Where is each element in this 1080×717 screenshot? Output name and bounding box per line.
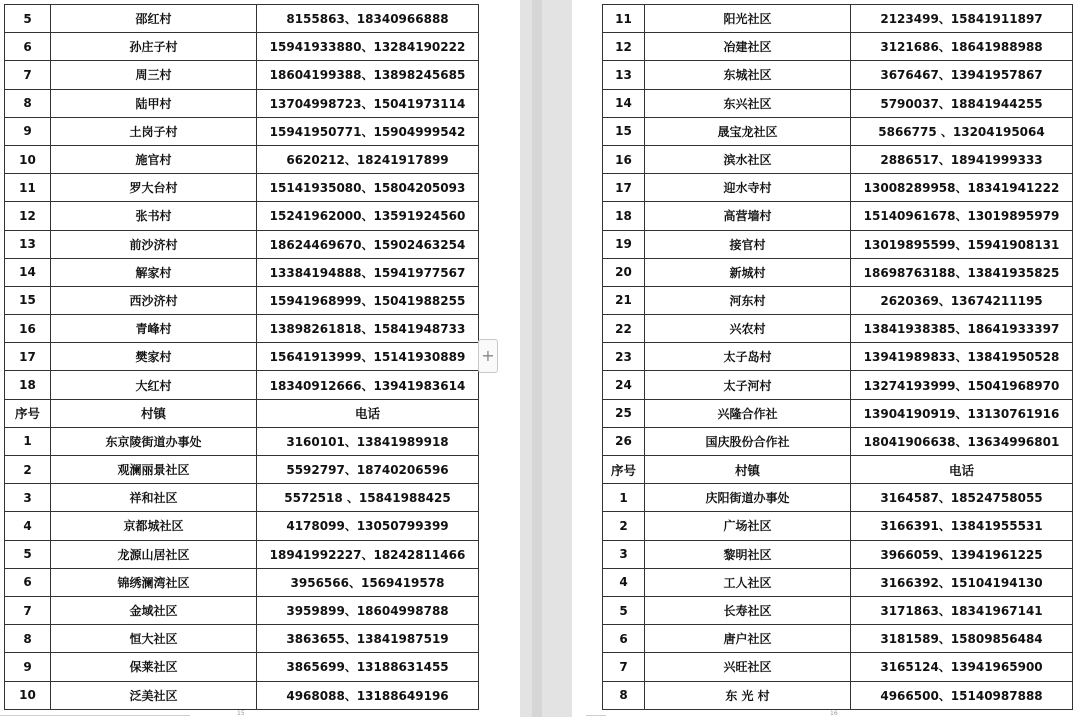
- village-name-cell: 张书村: [51, 202, 257, 230]
- table-row: [603, 596, 1073, 624]
- row-number-cell: 24: [603, 371, 645, 399]
- phone-cell: 15641913999、15141930889: [257, 343, 479, 371]
- phone-cell: 15941933880、13284190222: [257, 33, 479, 61]
- phone-cell: 13384194888、15941977567: [257, 258, 479, 286]
- row-number-cell: 23: [603, 343, 645, 371]
- phone-cell: 3121686、18641988988: [851, 33, 1073, 61]
- table-header-row: [5, 399, 479, 427]
- phone-cell: 3166391、13841955531: [851, 512, 1073, 540]
- row-number-cell: 4: [603, 568, 645, 596]
- phone-cell: 5592797、18740206596: [257, 456, 479, 484]
- phone-cell: 18041906638、13634996801: [851, 427, 1073, 455]
- phone-cell: 5790037、18841944255: [851, 89, 1073, 117]
- table-row: [603, 258, 1073, 286]
- row-number-cell: 20: [603, 258, 645, 286]
- row-number-cell: 16: [603, 145, 645, 173]
- row-number-cell: 17: [603, 174, 645, 202]
- row-number-cell: 7: [5, 596, 51, 624]
- table-row: [603, 653, 1073, 681]
- phone-cell: 2123499、15841911897: [851, 5, 1073, 33]
- table-row: [603, 89, 1073, 117]
- phone-cell: 13008289958、18341941222: [851, 174, 1073, 202]
- phone-cell: 3959899、18604998788: [257, 596, 479, 624]
- row-number-cell: 5: [603, 596, 645, 624]
- header-phone-cell: 电话: [257, 399, 479, 427]
- village-name-cell: 保莱社区: [51, 653, 257, 681]
- table-row: [5, 258, 479, 286]
- village-name-cell: 兴隆合作社: [645, 399, 851, 427]
- table-body-left: [5, 5, 479, 710]
- row-number-cell: 15: [5, 286, 51, 314]
- row-number-cell: 18: [603, 202, 645, 230]
- phone-cell: 4966500、15140987888: [851, 681, 1073, 709]
- phone-cell: 13704998723、15041973114: [257, 89, 479, 117]
- row-number-cell: 12: [603, 33, 645, 61]
- footer-rule: [586, 715, 606, 716]
- village-name-cell: 施官村: [51, 145, 257, 173]
- village-name-cell: 罗大台村: [51, 174, 257, 202]
- table-row: [5, 174, 479, 202]
- table-row: [5, 596, 479, 624]
- row-number-cell: 17: [5, 343, 51, 371]
- phone-cell: 13019895599、15941908131: [851, 230, 1073, 258]
- phone-cell: 3181589、15809856484: [851, 625, 1073, 653]
- village-name-cell: 阳光社区: [645, 5, 851, 33]
- row-number-cell: 3: [5, 484, 51, 512]
- village-name-cell: 邵红村: [51, 5, 257, 33]
- row-number-cell: 26: [603, 427, 645, 455]
- village-name-cell: 东兴社区: [645, 89, 851, 117]
- phone-cell: 5572518 、15841988425: [257, 484, 479, 512]
- village-name-cell: 樊家村: [51, 343, 257, 371]
- table-row: [5, 540, 479, 568]
- table-row: [5, 371, 479, 399]
- table-row: [603, 315, 1073, 343]
- phone-cell: 5866775 、13204195064: [851, 117, 1073, 145]
- footer-rule: [0, 715, 190, 716]
- phone-cell: 3164587、18524758055: [851, 484, 1073, 512]
- phone-cell: 3676467、13941957867: [851, 61, 1073, 89]
- village-name-cell: 长寿社区: [645, 596, 851, 624]
- phone-cell: 13941989833、13841950528: [851, 343, 1073, 371]
- phone-cell: 6620212、18241917899: [257, 145, 479, 173]
- table-row: [5, 286, 479, 314]
- header-village-name-cell: 村镇: [645, 456, 851, 484]
- table-row: [5, 625, 479, 653]
- village-name-cell: 解家村: [51, 258, 257, 286]
- row-number-cell: 5: [5, 540, 51, 568]
- table-row: [603, 399, 1073, 427]
- row-number-cell: 12: [5, 202, 51, 230]
- phone-cell: 4968088、13188649196: [257, 681, 479, 709]
- row-number-cell: 19: [603, 230, 645, 258]
- row-number-cell: 13: [5, 230, 51, 258]
- row-number-cell: 14: [603, 89, 645, 117]
- village-name-cell: 高营墙村: [645, 202, 851, 230]
- row-number-cell: 15: [603, 117, 645, 145]
- village-name-cell: 太子河村: [645, 371, 851, 399]
- phone-cell: 3956566、1569419578: [257, 568, 479, 596]
- phone-cell: 3863655、13841987519: [257, 625, 479, 653]
- village-name-cell: 国庆股份合作社: [645, 427, 851, 455]
- table-row: [603, 286, 1073, 314]
- row-number-cell: 2: [5, 456, 51, 484]
- phone-cell: 18604199388、13898245685: [257, 61, 479, 89]
- phone-cell: 15941968999、15041988255: [257, 286, 479, 314]
- village-name-cell: 周三村: [51, 61, 257, 89]
- phone-cell: 15941950771、15904999542: [257, 117, 479, 145]
- village-name-cell: 庆阳街道办事处: [645, 484, 851, 512]
- header-phone-cell: 电话: [851, 456, 1073, 484]
- row-number-cell: 9: [5, 653, 51, 681]
- village-name-cell: 唐户社区: [645, 625, 851, 653]
- phone-cell: 2886517、18941999333: [851, 145, 1073, 173]
- page-gutter: [520, 0, 572, 717]
- table-row: [603, 568, 1073, 596]
- row-number-cell: 14: [5, 258, 51, 286]
- table-row: [603, 371, 1073, 399]
- row-number-cell: 10: [5, 681, 51, 709]
- village-name-cell: 河东村: [645, 286, 851, 314]
- village-name-cell: 迎水寺村: [645, 174, 851, 202]
- add-content-button[interactable]: [478, 339, 498, 373]
- phone-cell: 8155863、18340966888: [257, 5, 479, 33]
- phone-cell: 13898261818、15841948733: [257, 315, 479, 343]
- row-number-cell: 1: [603, 484, 645, 512]
- document-page-left: [0, 0, 520, 717]
- row-number-cell: 7: [603, 653, 645, 681]
- phone-cell: 3171863、18341967141: [851, 596, 1073, 624]
- plus-icon: +: [481, 346, 495, 365]
- table-row: [603, 230, 1073, 258]
- table-row: [603, 484, 1073, 512]
- phone-cell: 3865699、13188631455: [257, 653, 479, 681]
- table-row: [5, 5, 479, 33]
- table-row: [603, 117, 1073, 145]
- phone-cell: 3160101、13841989918: [257, 427, 479, 455]
- village-name-cell: 青峰村: [51, 315, 257, 343]
- table-row: [5, 89, 479, 117]
- village-name-cell: 东城社区: [645, 61, 851, 89]
- row-number-cell: 25: [603, 399, 645, 427]
- row-number-cell: 8: [603, 681, 645, 709]
- phone-cell: 3966059、13941961225: [851, 540, 1073, 568]
- table-row: [603, 540, 1073, 568]
- table-row: [5, 427, 479, 455]
- table-row: [603, 681, 1073, 709]
- village-name-cell: 兴旺社区: [645, 653, 851, 681]
- village-name-cell: 泛美社区: [51, 681, 257, 709]
- header-row-number-cell: 序号: [5, 399, 51, 427]
- contact-table-left: [4, 4, 479, 710]
- row-number-cell: 11: [5, 174, 51, 202]
- phone-cell: 18698763188、13841935825: [851, 258, 1073, 286]
- village-name-cell: 前沙济村: [51, 230, 257, 258]
- table-row: [5, 61, 479, 89]
- table-row: [5, 33, 479, 61]
- village-name-cell: 金域社区: [51, 596, 257, 624]
- table-row: [5, 145, 479, 173]
- phone-cell: 13904190919、13130761916: [851, 399, 1073, 427]
- village-name-cell: 龙源山居社区: [51, 540, 257, 568]
- row-number-cell: 8: [5, 89, 51, 117]
- table-row: [5, 512, 479, 540]
- table-row: [603, 174, 1073, 202]
- table-row: [5, 681, 479, 709]
- table-row: [5, 568, 479, 596]
- village-name-cell: 观澜丽景社区: [51, 456, 257, 484]
- row-number-cell: 13: [603, 61, 645, 89]
- row-number-cell: 7: [5, 61, 51, 89]
- phone-cell: 4178099、13050799399: [257, 512, 479, 540]
- row-number-cell: 18: [5, 371, 51, 399]
- table-row: [5, 343, 479, 371]
- table-row: [5, 484, 479, 512]
- table-row: [603, 625, 1073, 653]
- phone-cell: 3165124、13941965900: [851, 653, 1073, 681]
- row-number-cell: 6: [5, 33, 51, 61]
- phone-cell: 18340912666、13941983614: [257, 371, 479, 399]
- page-number: 16: [830, 710, 838, 717]
- phone-cell: 2620369、13674211195: [851, 286, 1073, 314]
- table-body-right: [603, 5, 1073, 710]
- table-row: [603, 33, 1073, 61]
- table-row: [603, 61, 1073, 89]
- row-number-cell: 2: [603, 512, 645, 540]
- document-page-right: [572, 0, 1080, 717]
- header-village-name-cell: 村镇: [51, 399, 257, 427]
- row-number-cell: 5: [5, 5, 51, 33]
- village-name-cell: 东京陵街道办事处: [51, 427, 257, 455]
- phone-cell: 13841938385、18641933397: [851, 315, 1073, 343]
- row-number-cell: 3: [603, 540, 645, 568]
- row-number-cell: 6: [5, 568, 51, 596]
- table-row: [603, 202, 1073, 230]
- row-number-cell: 8: [5, 625, 51, 653]
- village-name-cell: 广场社区: [645, 512, 851, 540]
- village-name-cell: 新城村: [645, 258, 851, 286]
- page-number: 15: [237, 710, 245, 717]
- village-name-cell: 冶建社区: [645, 33, 851, 61]
- village-name-cell: 兴农村: [645, 315, 851, 343]
- village-name-cell: 恒大社区: [51, 625, 257, 653]
- phone-cell: 18941992227、18242811466: [257, 540, 479, 568]
- row-number-cell: 10: [5, 145, 51, 173]
- row-number-cell: 9: [5, 117, 51, 145]
- row-number-cell: 4: [5, 512, 51, 540]
- table-row: [603, 343, 1073, 371]
- phone-cell: 13274193999、15041968970: [851, 371, 1073, 399]
- phone-cell: 15141935080、15804205093: [257, 174, 479, 202]
- village-name-cell: 东 光 村: [645, 681, 851, 709]
- village-name-cell: 滨水社区: [645, 145, 851, 173]
- row-number-cell: 21: [603, 286, 645, 314]
- table-header-row: [603, 456, 1073, 484]
- village-name-cell: 京都城社区: [51, 512, 257, 540]
- phone-cell: 3166392、15104194130: [851, 568, 1073, 596]
- village-name-cell: 接官村: [645, 230, 851, 258]
- village-name-cell: 太子岛村: [645, 343, 851, 371]
- page-divider: [532, 0, 542, 717]
- table-row: [5, 230, 479, 258]
- contact-table-right: [602, 4, 1073, 710]
- row-number-cell: 16: [5, 315, 51, 343]
- table-row: [603, 5, 1073, 33]
- village-name-cell: 黎明社区: [645, 540, 851, 568]
- table-row: [603, 145, 1073, 173]
- village-name-cell: 晟宝龙社区: [645, 117, 851, 145]
- table-row: [5, 202, 479, 230]
- table-row: [603, 427, 1073, 455]
- village-name-cell: 祥和社区: [51, 484, 257, 512]
- phone-cell: 15140961678、13019895979: [851, 202, 1073, 230]
- header-row-number-cell: 序号: [603, 456, 645, 484]
- table-row: [5, 117, 479, 145]
- table-row: [5, 653, 479, 681]
- village-name-cell: 孙庄子村: [51, 33, 257, 61]
- row-number-cell: 11: [603, 5, 645, 33]
- table-row: [5, 456, 479, 484]
- table-row: [603, 512, 1073, 540]
- row-number-cell: 22: [603, 315, 645, 343]
- village-name-cell: 陆甲村: [51, 89, 257, 117]
- village-name-cell: 土岗子村: [51, 117, 257, 145]
- village-name-cell: 工人社区: [645, 568, 851, 596]
- phone-cell: 18624469670、15902463254: [257, 230, 479, 258]
- phone-cell: 15241962000、13591924560: [257, 202, 479, 230]
- village-name-cell: 锦绣澜湾社区: [51, 568, 257, 596]
- village-name-cell: 大红村: [51, 371, 257, 399]
- village-name-cell: 西沙济村: [51, 286, 257, 314]
- row-number-cell: 6: [603, 625, 645, 653]
- table-row: [5, 315, 479, 343]
- row-number-cell: 1: [5, 427, 51, 455]
